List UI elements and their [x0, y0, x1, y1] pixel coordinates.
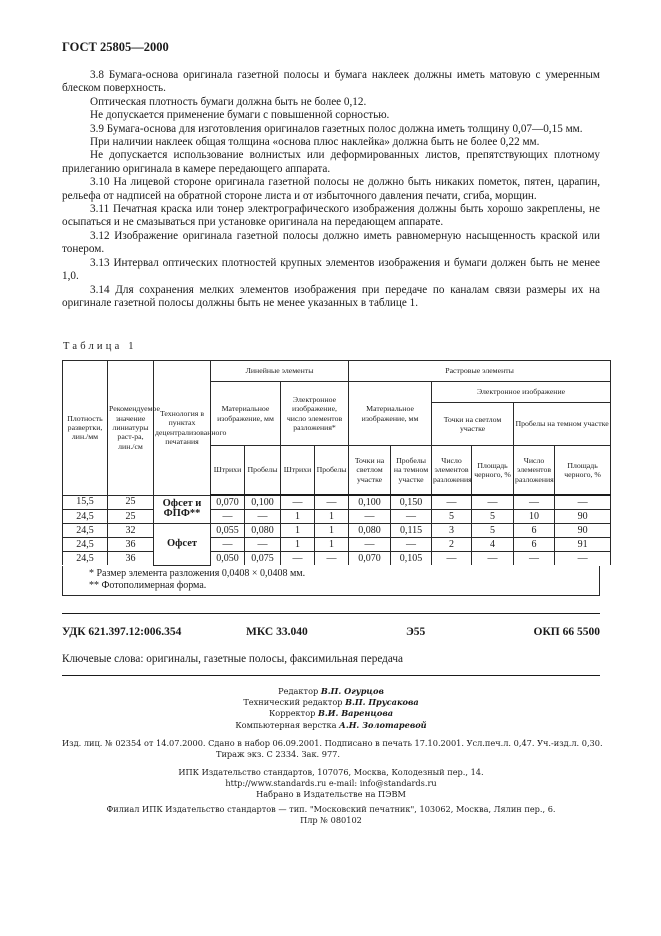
- table-cell: 0,080: [349, 524, 391, 538]
- table-cell: 24,5: [63, 524, 108, 538]
- table-cell: 0,050: [211, 552, 245, 566]
- table-cell: 91: [555, 538, 611, 552]
- table-cell: 5: [472, 524, 514, 538]
- table-cell: 10: [514, 510, 555, 524]
- table-cell: 0,080: [245, 524, 281, 538]
- imprint: [62, 738, 603, 761]
- table-cell: 0,075: [245, 552, 281, 566]
- table-cell: 1: [315, 538, 349, 552]
- table-cell: 6: [514, 524, 555, 538]
- table-cell: —: [245, 538, 281, 552]
- paragraph: 3.12 Изображение оригинала газетной полосы должно иметь равномерную насыщенность краской или тонером.: [62, 229, 600, 256]
- table-note-2: ** Фотополимерная форма.: [89, 579, 207, 591]
- header-raster: Растровые элементы: [349, 361, 611, 382]
- credits: [62, 686, 600, 731]
- table-cell: 5: [432, 510, 472, 524]
- paragraph: 3.10 На лицевой стороне оригинала газетной полосы не должно быть никаких пометок, пятен, царапин, рельефа от надписей на обратной стороне листа и от избыточного давления печати, сгиба, морщин.: [62, 176, 600, 202]
- imprint-line-2: Тираж экз. С 2334. Зак. 977.: [216, 749, 340, 760]
- table-cell: 2: [432, 538, 472, 552]
- imprint-line-1: Изд. лиц. № 02354 от 14.07.2000. Сдано в набор 06.09.2001. Подписано в печать 17.10.2001. Усл.печ.л. 0,47. Уч.-изд.л. 0,30.: [62, 738, 603, 748]
- license-number: Плр № 080102: [300, 814, 362, 825]
- header-elem-count: Число элементов разложения: [432, 446, 472, 496]
- technology-offset: Офсет: [154, 524, 211, 566]
- table-row: [63, 524, 611, 538]
- header-density: Плотность развертки, лин./мм: [63, 361, 108, 496]
- publisher-web: http://www.standards.ru e-mail: info@standards.ru: [225, 778, 437, 789]
- paragraph: Не допускается использование волнистых или деформированных листов, препятствующих плотному прилеганию оригинала в камере передающего аппарата.: [62, 149, 600, 175]
- table-row: [63, 495, 611, 510]
- table-cell: 1: [281, 524, 315, 538]
- table-cell: —: [391, 510, 432, 524]
- paragraph: Оптическая плотность бумаги должна быть не более 0,12.: [90, 95, 367, 108]
- header-gaps: Пробелы: [245, 446, 281, 496]
- table-cell: 0,115: [391, 524, 432, 538]
- body-text: [62, 69, 600, 310]
- table-cell: 24,5: [63, 538, 108, 552]
- table-cell: 36: [108, 552, 154, 566]
- table-cell: 15,5: [63, 495, 108, 510]
- paragraph: 3.11 Печатная краска или тонер электрографического изображения должны быть хорошо закреплены, не осыпаться и не смазываться при установке оригинала на передающем аппарате.: [62, 203, 600, 229]
- table-cell: 6: [514, 538, 555, 552]
- table-cell: 32: [108, 524, 154, 538]
- paragraph: 3.14 Для сохранения мелких элементов изображения при передаче по каналам связи размеры их на оригинале газетной полосы должны быть не менее указанных в таблице 1.: [62, 283, 600, 309]
- document-header: ГОСТ 25805—2000: [62, 40, 169, 54]
- table-cell: 0,055: [211, 524, 245, 538]
- keywords: Ключевые слова: оригиналы, газетные полосы, факсимильная передача: [62, 653, 403, 665]
- e-code: Э55: [406, 626, 426, 638]
- table-cell: 25: [108, 510, 154, 524]
- table-cell: 1: [315, 524, 349, 538]
- header-strokes: Штрихи: [211, 446, 245, 496]
- table-cell: —: [514, 552, 555, 566]
- header-light-points: Точки на светлом участке: [432, 403, 514, 446]
- header-black-area: Площадь черного, %: [472, 446, 514, 496]
- table-cell: —: [514, 495, 555, 510]
- table-cell: —: [315, 552, 349, 566]
- table-cell: 0,150: [391, 495, 432, 510]
- table-cell: —: [349, 510, 391, 524]
- credit-layout: Компьютерная верстка А.Н. Золотаревой: [235, 719, 427, 730]
- table-cell: 1: [281, 510, 315, 524]
- header-raster-material: Материальное изображение, мм: [349, 382, 432, 446]
- paragraph: Не допускается применение бумаги с повышенной сорностью.: [90, 109, 390, 122]
- table-cell: 0,100: [349, 495, 391, 510]
- table-cell: —: [432, 495, 472, 510]
- table-title: Таблица 1: [63, 341, 137, 352]
- paragraph: 3.13 Интервал оптических плотностей крупных элементов изображения и бумаги должен быть не менее 1,0.: [62, 256, 600, 283]
- divider: [62, 613, 600, 614]
- header-electronic-img: Электронное изображение, число элементов разложения*: [281, 382, 349, 446]
- table-cell: 3: [432, 524, 472, 538]
- table-cell: —: [245, 510, 281, 524]
- table-cell: 5: [472, 510, 514, 524]
- table-row: [63, 510, 611, 524]
- header-gaps: Пробелы: [315, 446, 349, 496]
- table-cell: 25: [108, 495, 154, 510]
- table-cell: —: [281, 552, 315, 566]
- technology-offset-fpf: Офсет и ФПФ**: [154, 495, 211, 524]
- publisher-address: ИПК Издательство стандартов, 107076, Москва, Колодезный пер., 14.: [178, 767, 484, 777]
- table-cell: 0,070: [349, 552, 391, 566]
- header-technology: Технология в пунктах децентрализованного печатания: [154, 361, 211, 496]
- table-cell: 0,100: [245, 495, 281, 510]
- table-cell: 0,070: [211, 495, 245, 510]
- table-1: [62, 360, 609, 596]
- divider: [62, 675, 600, 676]
- table-cell: —: [281, 495, 315, 510]
- table-notes: [62, 566, 600, 596]
- credit-tech-editor: Технический редактор В.П. Прусакова: [243, 697, 419, 708]
- printing-house: Филиал ИПК Издательство стандартов — тип. "Московский печатник", 103062, Москва, Лялин пер., 6.: [106, 803, 556, 814]
- paragraph: При наличии наклеек общая толщина «основа плюс наклейка» должна быть не более 0,22 мм.: [90, 136, 540, 149]
- table-cell: —: [432, 552, 472, 566]
- credit-corrector: Корректор В.И. Варенцова: [268, 708, 394, 719]
- table-cell: 90: [555, 524, 611, 538]
- header-material-img: Материальное изображение, мм: [211, 382, 281, 446]
- table-row: [63, 538, 611, 552]
- mks-code: МКС 33.040: [246, 626, 308, 638]
- table-cell: 24,5: [63, 552, 108, 566]
- table-cell: —: [391, 538, 432, 552]
- table-cell: 24,5: [63, 510, 108, 524]
- table-cell: 4: [472, 538, 514, 552]
- header-gaps-dark: Пробелы на темном участке: [391, 446, 432, 496]
- table-cell: 1: [281, 538, 315, 552]
- header-raster-electronic: Электронное изображение: [432, 382, 611, 403]
- table-cell: —: [555, 552, 611, 566]
- table-cell: 1: [315, 510, 349, 524]
- udk-code: УДК 621.397.12:006.354: [62, 626, 182, 638]
- table-cell: 90: [555, 510, 611, 524]
- table-cell: —: [349, 538, 391, 552]
- header-black-area: Площадь черного, %: [555, 446, 611, 496]
- table-cell: —: [211, 538, 245, 552]
- header-strokes: Штрихи: [281, 446, 315, 496]
- credit-editor: Редактор В.П. Огурцов: [278, 686, 384, 696]
- paragraph: 3.8 Бумага-основа оригинала газетной полосы и бумага наклеек должны иметь матовую с умеренным блеском поверхность.: [62, 69, 600, 95]
- table-row: [63, 552, 611, 566]
- table-cell: —: [211, 510, 245, 524]
- header-linear: Линейные элементы: [211, 361, 349, 382]
- publisher: [62, 767, 600, 826]
- header-dark-gaps: Пробелы на темном участке: [514, 403, 611, 446]
- table-note-1: * Размер элемента разложения 0,0408 × 0,0408 мм.: [89, 567, 306, 579]
- table-cell: —: [315, 495, 349, 510]
- publisher-typeset: Набрано в Издательстве на ПЭВМ: [256, 789, 406, 800]
- header-elem-count: Число элементов разложения: [514, 446, 555, 496]
- okp-code: ОКП 66 5500: [533, 626, 600, 638]
- table-cell: —: [472, 552, 514, 566]
- table-cell: —: [555, 495, 611, 510]
- table-cell: 36: [108, 538, 154, 552]
- header-points-light: Точки на светлом участке: [349, 446, 391, 496]
- table-cell: 0,105: [391, 552, 432, 566]
- paragraph: 3.9 Бумага-основа для изготовления оригиналов газетных полос должна иметь толщину 0,07—0,15 мм.: [90, 122, 583, 135]
- table-cell: —: [472, 495, 514, 510]
- header-recommended: Рекомендуемое значение линиатуры раст-ра, лин./см: [108, 361, 154, 496]
